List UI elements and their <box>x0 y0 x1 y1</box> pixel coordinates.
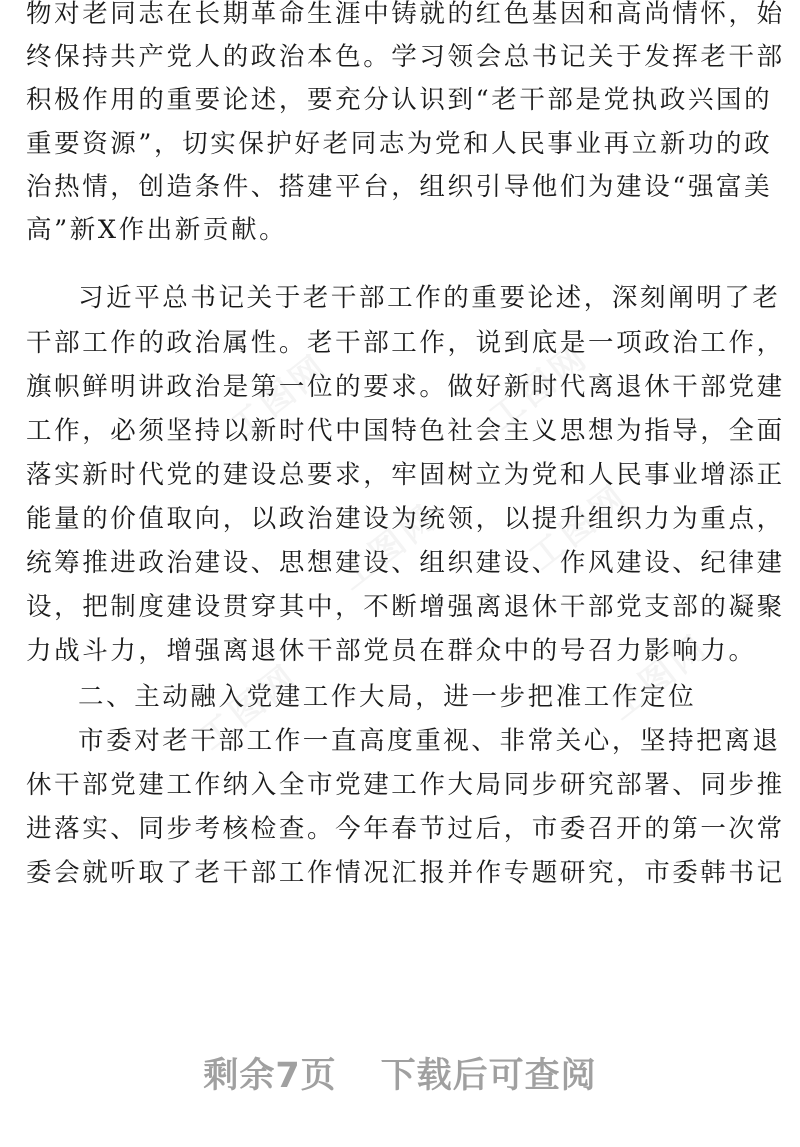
text-line: 休干部党建工作纳入全市党建工作大局同步研究部署、同步推 <box>26 770 785 800</box>
paragraph-first-line: 习近平总书记关于老干部工作的重要论述，深刻阐明了老 <box>78 283 781 313</box>
text-line: 能量的价值取向，以政治建设为统领，以提升组织力为重点， <box>26 504 785 534</box>
section-heading: 二、主动融入党建工作大局，进一步把准工作定位 <box>78 682 697 712</box>
text-line: 高”新X作出新贡献。 <box>26 215 288 245</box>
text-line: 进落实、同步考核检查。今年春节过后，市委召开的第一次常 <box>26 814 785 844</box>
watermark: 工图网 <box>601 626 717 729</box>
text-line: 积极作用的重要论述，要充分认识到“老干部是党执政兴国的 <box>26 85 773 115</box>
download-prompt[interactable] <box>0 1048 800 1098</box>
text-line: 工作，必须坚持以新时代中国特色社会主义思想为指导，全面 <box>26 416 785 446</box>
text-line: 终保持共产党人的政治本色。学习领会总书记关于发挥老干部 <box>26 42 785 72</box>
text-line: 统筹推进政治建设、思想建设、组织建设、作风建设、纪律建 <box>26 548 785 578</box>
download-to-view-label: 下载后可查阅 <box>380 1056 597 1096</box>
watermark: 工图网 <box>191 656 307 759</box>
text-line: 旗帜鲜明讲政治是第一位的要求。做好新时代离退休干部党建 <box>26 372 785 402</box>
text-line: 力战斗力，增强离退休干部党员在群众中的号召力影响力。 <box>26 636 757 666</box>
paragraph-first-line: 市委对老干部工作一直高度重视、非常关心，坚持把离退 <box>78 726 781 756</box>
text-line: 委会就听取了老干部工作情况汇报并作专题研究，市委韩书记 <box>26 858 785 888</box>
remaining-pages-label: 剩余7页 <box>203 1056 337 1096</box>
text-line: 物对老同志在长期革命生涯中铸就的红色基因和高尚情怀，始 <box>26 0 785 29</box>
watermark: 工图网 <box>481 336 597 439</box>
text-line: 落实新时代党的建设总要求，牢固树立为党和人民事业增添正 <box>26 460 785 490</box>
text-line: 重要资源”，切实保护好老同志为党和人民事业再立新功的政 <box>26 129 773 159</box>
text-line: 设，把制度建设贯穿其中，不断增强离退休干部党支部的凝聚 <box>26 592 785 622</box>
watermark: 工图网 <box>221 346 337 449</box>
text-line: 治热情，创造条件、搭建平台，组织引导他们为建设“强富美 <box>26 172 773 202</box>
text-line: 干部工作的政治属性。老干部工作，说到底是一项政治工作， <box>26 328 785 358</box>
watermark: 工图网 <box>521 476 637 579</box>
watermark: 工图网 <box>331 496 447 599</box>
